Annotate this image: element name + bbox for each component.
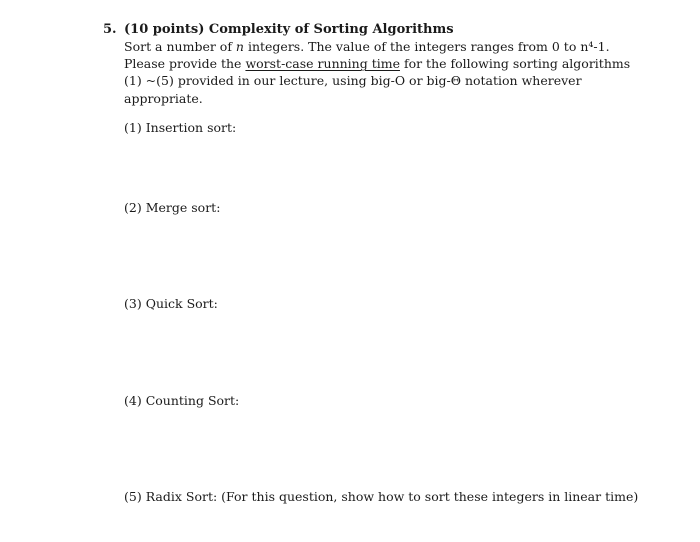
prompt-line-2 [124, 55, 631, 72]
item-number: (5) [124, 489, 142, 504]
variable-n: n [235, 39, 244, 54]
prompt-line-4: appropriate. [124, 90, 203, 106]
item-radix-sort [124, 488, 638, 505]
item-label: Insertion sort: [145, 120, 237, 135]
item-quick-sort [124, 295, 218, 312]
item-label: Radix Sort: (For this question, show how to sort these integers in linear time) [145, 489, 639, 504]
question-number: 5. [103, 22, 117, 37]
prompt-line-2-start: Please provide the [124, 56, 246, 72]
item-insertion-sort [124, 119, 236, 136]
item-number: (2) [124, 200, 142, 215]
question-prompt [124, 38, 631, 107]
item-counting-sort [124, 392, 239, 409]
item-number: (3) [124, 296, 142, 311]
item-label: Merge sort: [145, 200, 221, 215]
prompt-line-3: (1) ~(5) provided in our lecture, using big-O or big-Θ notation wherever [124, 73, 582, 89]
prompt-line-1-end: integers. The value of the integers ranges from 0 to n⁴-1. [243, 39, 610, 54]
item-merge-sort [124, 199, 220, 216]
prompt-line-1 [124, 38, 610, 55]
prompt-line-1-start: Sort a number of [124, 39, 236, 54]
item-number: (1) [124, 120, 142, 135]
item-label: Counting Sort: [145, 393, 240, 408]
item-number: (4) [124, 393, 142, 408]
question-title: (10 points) Complexity of Sorting Algorithms [124, 22, 454, 37]
item-label: Quick Sort: [145, 296, 218, 311]
prompt-line-2-end: for the following sorting algorithms [399, 56, 631, 72]
worst-case-running-time-emphasis: worst-case running time [245, 56, 400, 72]
